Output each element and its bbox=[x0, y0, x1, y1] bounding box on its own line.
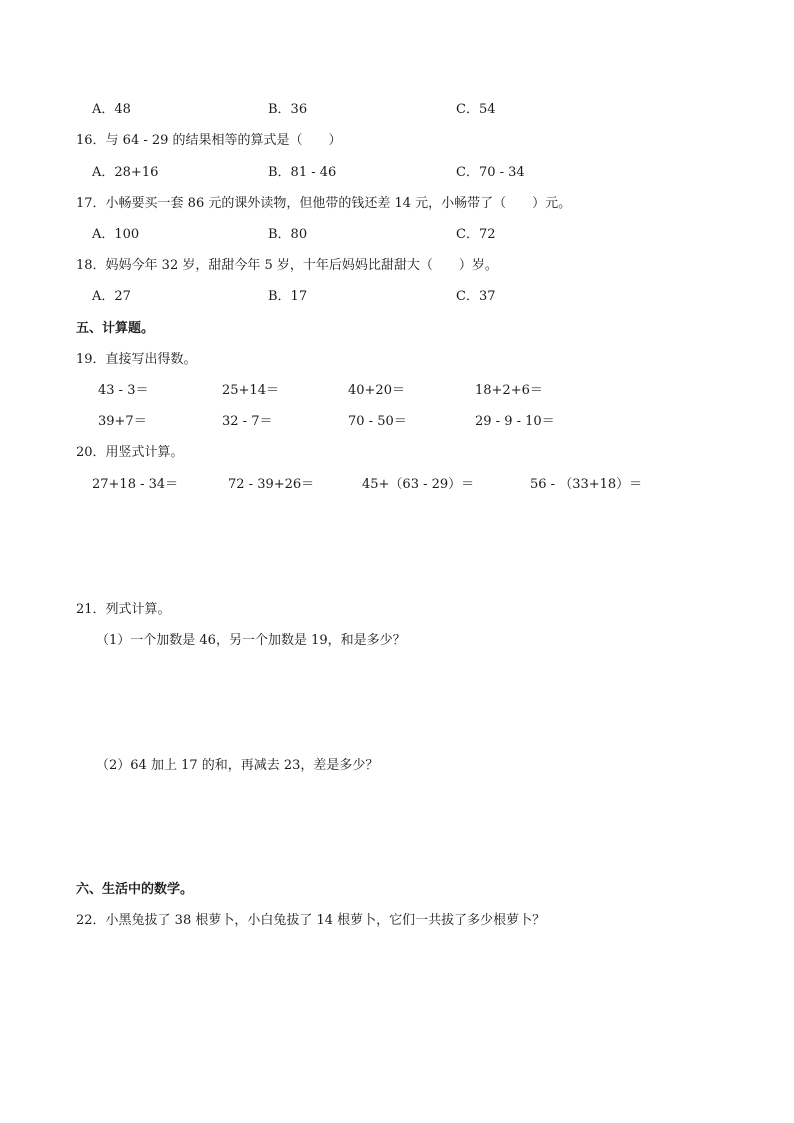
q21-question: 21．列式计算。 bbox=[76, 602, 171, 617]
q20-item: 56 - （33+18）＝ bbox=[530, 477, 643, 492]
q17-option-a: A．100 bbox=[92, 227, 140, 242]
q16-question: 16．与 64 - 29 的结果相等的算式是（ ） bbox=[76, 133, 342, 148]
q17-question: 17．小畅要买一套 86 元的课外读物，但他带的钱还差 14 元，小畅带了（ ）元。 bbox=[76, 196, 572, 211]
q18-option-c: C．37 bbox=[456, 289, 496, 304]
q20-question: 20．用竖式计算。 bbox=[76, 445, 184, 460]
q18-option-b: B．17 bbox=[268, 289, 308, 304]
q15-option-b: B．36 bbox=[268, 102, 308, 117]
q16-option-a: A．28+16 bbox=[92, 165, 159, 180]
q20-item: 45+（63 - 29）＝ bbox=[362, 477, 475, 492]
q19-item: 18+2+6＝ bbox=[475, 383, 543, 398]
q19-question: 19．直接写出得数。 bbox=[76, 352, 197, 367]
q19-item: 32 - 7＝ bbox=[222, 414, 273, 429]
section-6-heading: 六、生活中的数学。 bbox=[76, 882, 194, 897]
q17-option-c: C．72 bbox=[456, 227, 496, 242]
q16-option-c: C．70 - 34 bbox=[456, 165, 525, 180]
q16-option-b: B．81 - 46 bbox=[268, 165, 337, 180]
section-5-heading: 五、计算题。 bbox=[76, 321, 155, 336]
q19-item: 39+7＝ bbox=[98, 414, 147, 429]
q20-item: 72 - 39+26＝ bbox=[228, 477, 315, 492]
q18-option-a: A．27 bbox=[92, 289, 131, 304]
q19-item: 29 - 9 - 10＝ bbox=[475, 414, 555, 429]
q19-item: 25+14＝ bbox=[222, 383, 279, 398]
q17-option-b: B．80 bbox=[268, 227, 308, 242]
q20-item: 27+18 - 34＝ bbox=[92, 477, 179, 492]
q15-option-c: C．54 bbox=[456, 102, 496, 117]
q19-item: 43 - 3＝ bbox=[98, 383, 149, 398]
q18-question: 18．妈妈今年 32 岁，甜甜今年 5 岁，十年后妈妈比甜甜大（ ）岁。 bbox=[76, 258, 498, 273]
q19-item: 70 - 50＝ bbox=[348, 414, 407, 429]
q22-question: 22．小黑兔拔了 38 根萝卜，小白兔拔了 14 根萝卜，它们一共拔了多少根萝卜？ bbox=[76, 913, 546, 928]
q21-sub-question-1: （1）一个加数是 46，另一个加数是 19，和是多少？ bbox=[96, 633, 406, 648]
q15-option-a: A．48 bbox=[92, 102, 131, 117]
q19-item: 40+20＝ bbox=[348, 383, 405, 398]
q21-sub-question-2: （2）64 加上 17 的和，再减去 23，差是多少？ bbox=[96, 758, 379, 773]
